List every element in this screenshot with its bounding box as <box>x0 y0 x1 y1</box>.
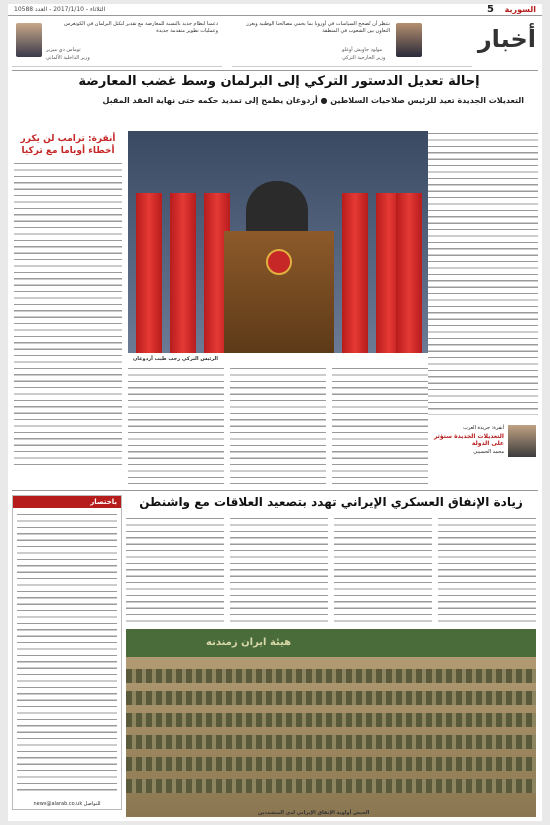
quote-name: توماس دي ميزير <box>46 47 81 53</box>
quote-role: وزير الخارجية التركي <box>342 55 386 61</box>
briefs-text <box>17 512 117 792</box>
quote-name: مولود جاويش أوغلو <box>342 47 383 53</box>
article-text <box>230 366 326 484</box>
left-column-story <box>12 131 124 471</box>
banner-text: هيئة ایران زمندنه <box>206 637 292 648</box>
author-label: أنقرة: جريدة العرب <box>463 425 504 431</box>
military-parade-photo <box>126 629 536 817</box>
photo-caption: الجيش أولوية الإنفاق الإيراني لدى المتشددين <box>258 810 370 816</box>
photo-caption: الرئيس التركي رجب طيب أردوغان <box>133 356 219 362</box>
author-name: محمد الحسيني <box>473 449 504 455</box>
author-photo <box>508 425 536 457</box>
left-story-title: أنقرة: ترامب لن يكرر أخطاء أوباما مع تركيا <box>20 134 116 156</box>
issue-date: الثلاثاء - 2017/1/10 - العدد 10588 <box>14 6 106 13</box>
article-text <box>14 161 122 467</box>
portrait-photo <box>16 23 42 57</box>
article-text <box>334 516 432 624</box>
article-text <box>332 366 428 484</box>
quote-role: وزير الداخلية الألماني <box>46 55 90 61</box>
section-title: أخبار <box>477 25 536 53</box>
page-number: 5 <box>487 4 494 15</box>
portrait-photo <box>396 23 422 57</box>
main-subheadline: التعديلات الجديدة تعيد للرئيس صلاحيات السلاطين ● أردوغان يطمح إلى تمديد حكمه حتى نهاية العقد المقبل <box>102 96 524 105</box>
right-column-story <box>428 131 538 461</box>
contact-email: للتواصل news@alarab.co.uk <box>33 801 101 807</box>
article-text <box>128 366 224 484</box>
newspaper-page <box>8 4 542 821</box>
page-header <box>8 4 542 16</box>
newspaper-logo: السورية <box>504 5 536 14</box>
article-text <box>438 516 536 624</box>
quote-text: دعمنا لنظام جديد بالنسبة للمعارضة مع تقدير لتكتل البرلمان في الكونغرس وعمليات تطوير متقدمة جديدة <box>64 21 218 34</box>
main-photo <box>128 131 428 353</box>
divider <box>12 490 538 491</box>
quote-block <box>12 19 222 67</box>
briefs-header: باختصار <box>13 496 121 508</box>
author-box <box>428 423 538 459</box>
second-headline: زيادة الإنفاق العسكري الإيراني تهدد بتصعيد العلاقات مع واشنطن <box>139 495 523 509</box>
briefs-box <box>12 495 122 810</box>
article-text <box>428 131 538 415</box>
quote-text: ننتظر أن تُصحح السياسات في أوروبا بما يحمي مصالحنا الوطنية ويعزز التعاون بين الشعوب في المنطقة <box>246 21 390 34</box>
emblem-icon <box>266 249 292 275</box>
author-title: التعديلات الجديدة ستؤثر على الدولة <box>433 433 504 447</box>
article-text <box>126 516 224 624</box>
quote-block <box>232 19 472 67</box>
article-text <box>230 516 328 624</box>
parade-banner <box>126 629 536 657</box>
main-headline: إحالة تعديل الدستور التركي إلى البرلمان وسط غضب المعارضة <box>78 74 480 89</box>
divider <box>12 70 538 71</box>
